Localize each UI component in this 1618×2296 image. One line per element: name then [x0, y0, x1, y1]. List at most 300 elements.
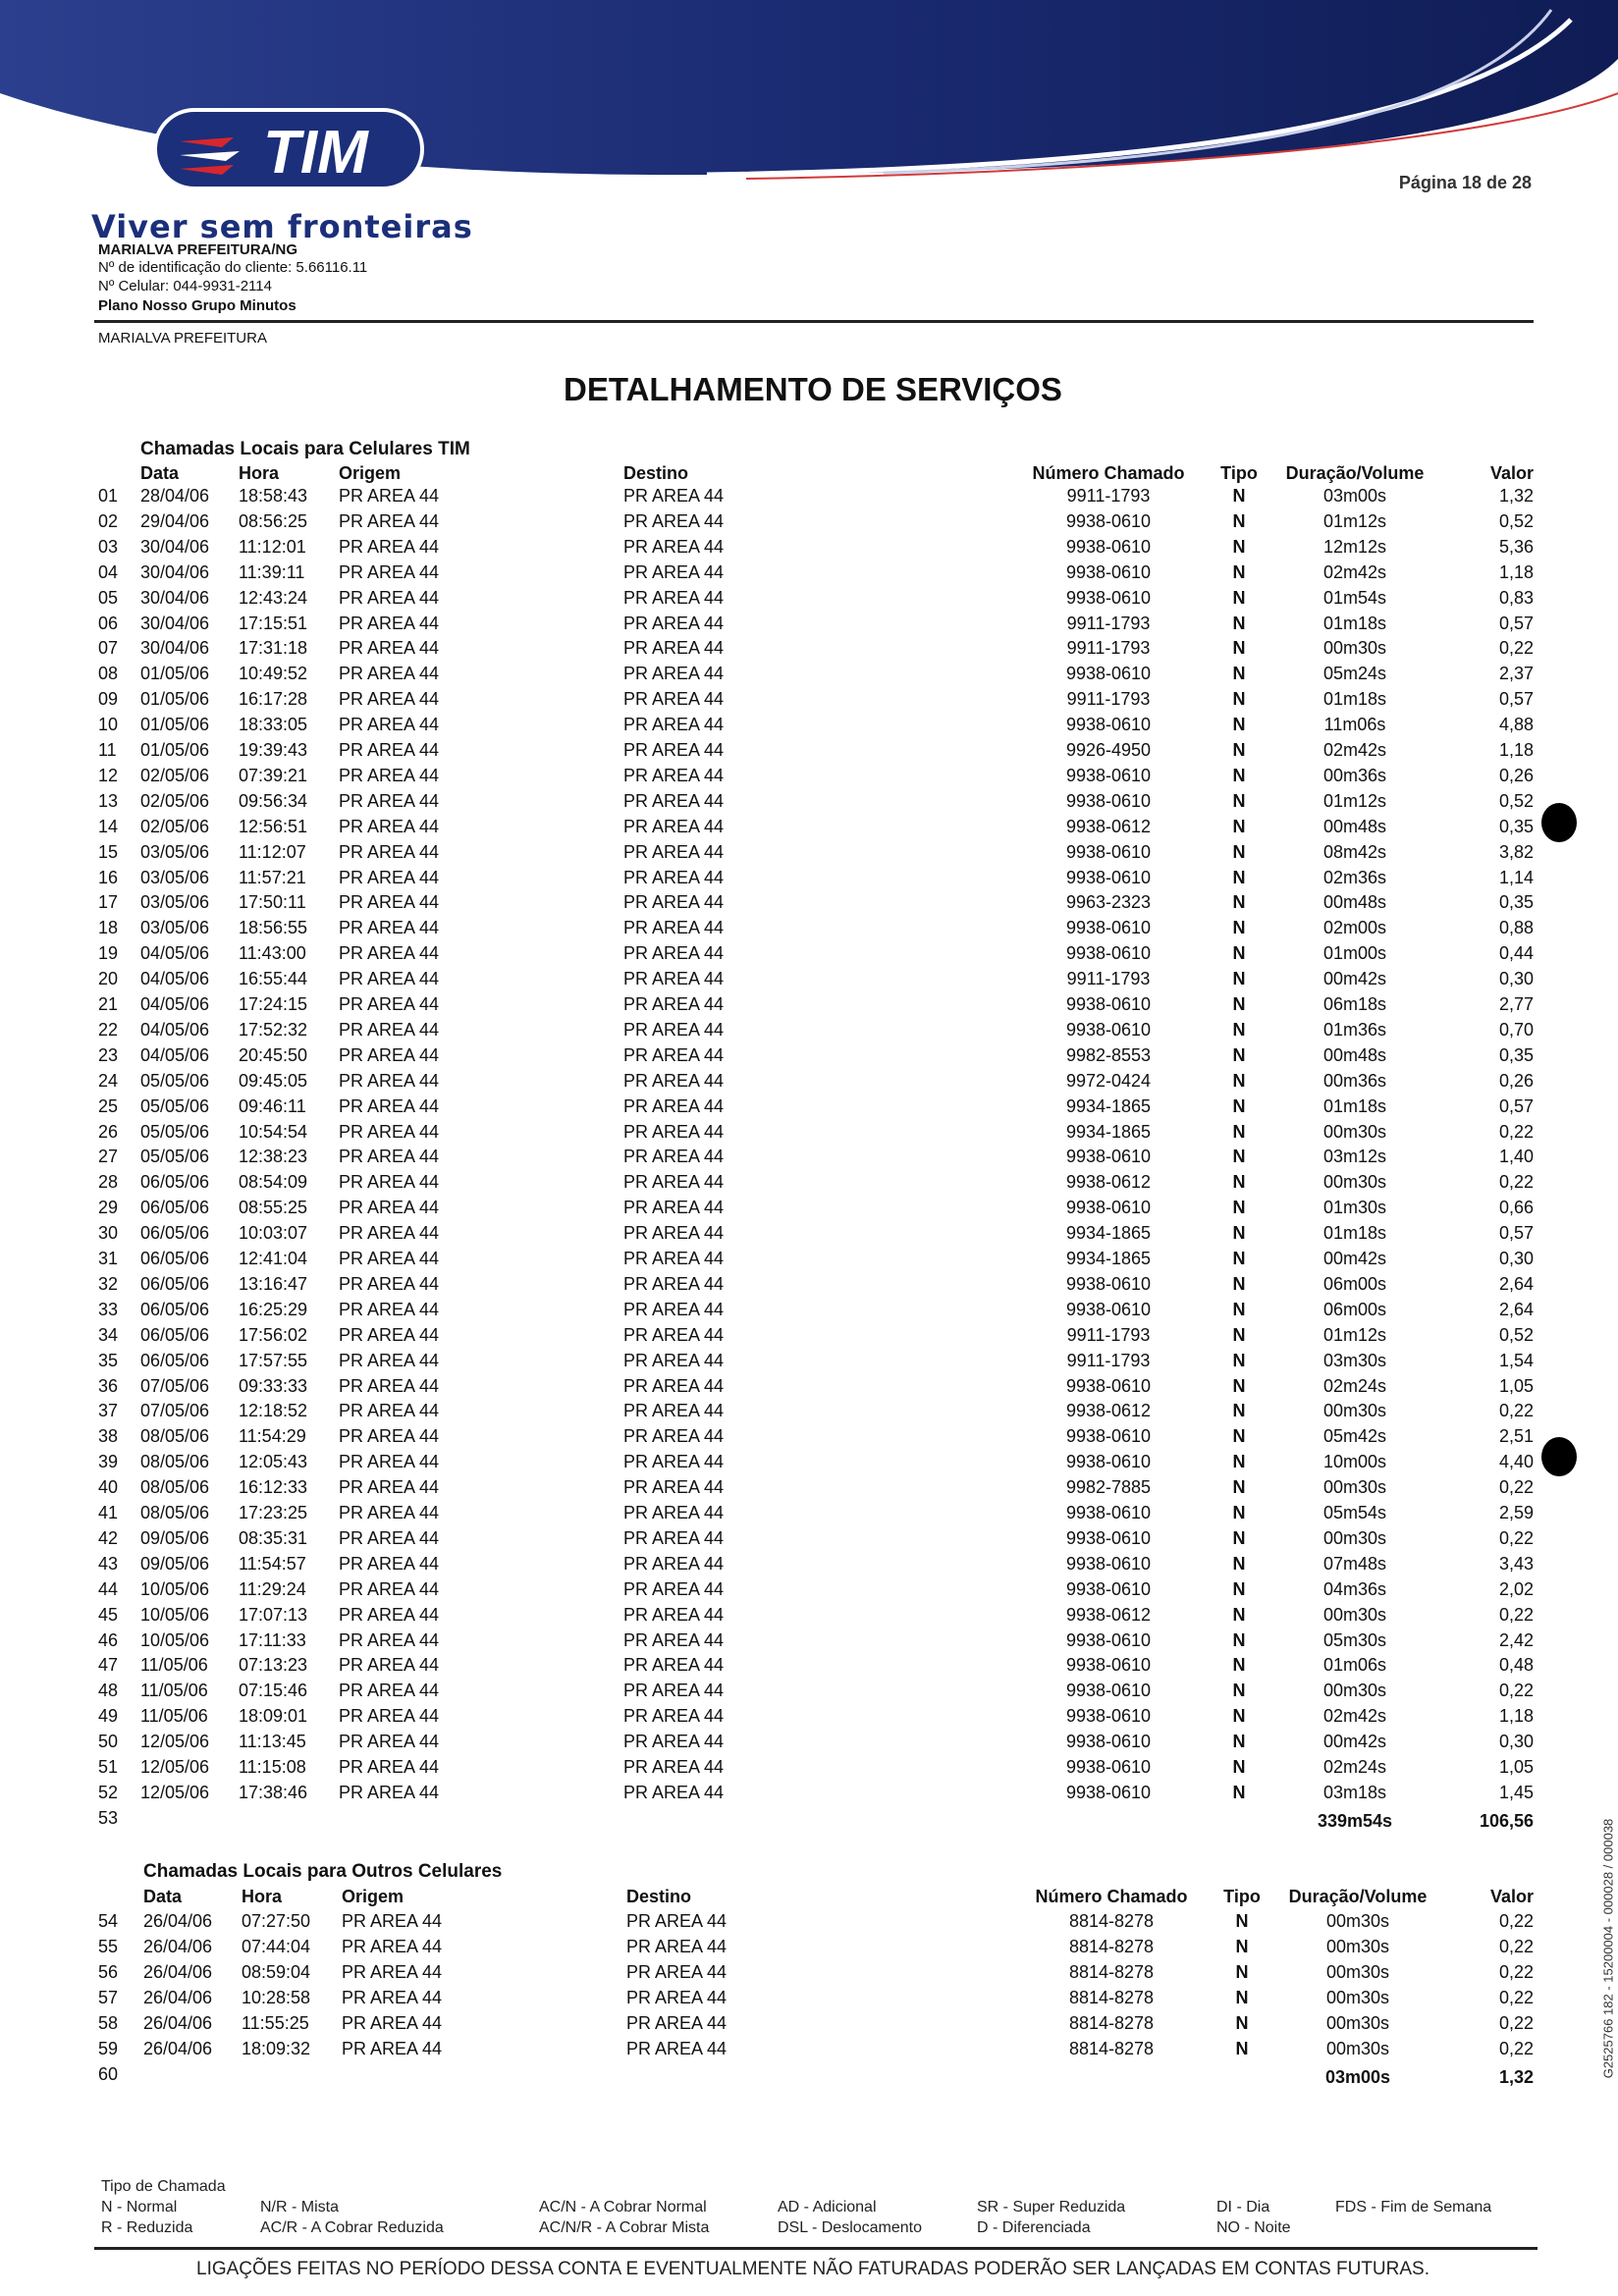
- column-header-duracao: Duração/Volume: [1288, 1887, 1428, 1906]
- row-num: 38: [98, 1426, 119, 1447]
- row-hora: 12:56:51: [239, 816, 308, 836]
- row-duracao: 01m18s: [1322, 1223, 1387, 1244]
- row-duracao: 07m48s: [1322, 1553, 1387, 1574]
- row-valor: 1,54: [1498, 1350, 1534, 1370]
- row-tipo: N: [1232, 790, 1246, 811]
- section-title: Chamadas Locais para Celulares TIM: [140, 439, 470, 459]
- page-title: DETALHAMENTO DE SERVIÇOS: [564, 371, 1062, 407]
- row-valor: 0,52: [1498, 1324, 1534, 1345]
- row-hora: 07:27:50: [242, 1911, 311, 1931]
- row-destino: PR AREA 44: [626, 1988, 728, 2007]
- row-data: 09/05/06: [140, 1527, 210, 1548]
- row-destino: PR AREA 44: [623, 1095, 725, 1116]
- row-hora: 12:38:23: [239, 1147, 308, 1167]
- row-num: 01: [98, 486, 119, 506]
- row-destino: PR AREA 44: [623, 1401, 725, 1421]
- row-valor: 0,57: [1498, 689, 1534, 710]
- row-tipo: N: [1232, 892, 1246, 913]
- column-header-data: Data: [140, 463, 180, 483]
- legend-item: DI - Dia: [1216, 2199, 1270, 2216]
- row-origem: PR AREA 44: [342, 1937, 443, 1956]
- column-header-destino: Destino: [623, 463, 689, 483]
- row-origem: PR AREA 44: [339, 1147, 440, 1167]
- row-data: 01/05/06: [140, 689, 210, 710]
- total-row-number: 60: [98, 2064, 119, 2084]
- row-hora: 17:11:33: [239, 1629, 306, 1650]
- row-duracao: 12m12s: [1322, 536, 1387, 557]
- column-header-hora: Hora: [239, 463, 280, 483]
- row-num: 09: [98, 689, 119, 710]
- row-valor: 0,52: [1498, 510, 1534, 531]
- row-origem: PR AREA 44: [339, 613, 440, 633]
- legend-item: N - Normal: [101, 2199, 178, 2216]
- row-origem: PR AREA 44: [342, 2013, 443, 2033]
- client-id: Nº de identificação do cliente: 5.66116.11: [98, 259, 368, 276]
- row-valor: 0,35: [1498, 1044, 1534, 1065]
- row-valor: 1,18: [1498, 561, 1534, 582]
- row-numero: 9938-0610: [1065, 510, 1152, 531]
- row-tipo: N: [1232, 867, 1246, 887]
- row-duracao: 00m30s: [1322, 1121, 1387, 1142]
- row-duracao: 01m36s: [1322, 1019, 1387, 1040]
- row-valor: 2,77: [1498, 994, 1534, 1014]
- row-tipo: N: [1235, 2013, 1249, 2033]
- row-numero: 9934-1865: [1065, 1121, 1152, 1142]
- row-duracao: 05m42s: [1322, 1426, 1387, 1447]
- side-code: G2525766 182 - 15200004 - 000028 / 000038: [1600, 1818, 1616, 2079]
- row-tipo: N: [1232, 1095, 1246, 1116]
- row-tipo: N: [1235, 1962, 1249, 1982]
- row-hora: 07:39:21: [239, 765, 308, 785]
- row-data: 26/04/06: [143, 2039, 213, 2058]
- row-duracao: 02m42s: [1322, 561, 1387, 582]
- row-hora: 18:58:43: [239, 486, 308, 506]
- row-origem: PR AREA 44: [339, 1732, 440, 1752]
- row-valor: 4,40: [1498, 1452, 1534, 1472]
- row-data: 04/05/06: [140, 1044, 210, 1065]
- row-destino: PR AREA 44: [626, 2013, 728, 2033]
- row-num: 59: [98, 2039, 119, 2058]
- total-duration: 03m00s: [1324, 2067, 1391, 2087]
- row-hora: 10:54:54: [239, 1121, 308, 1142]
- row-data: 08/05/06: [140, 1452, 210, 1472]
- row-duracao: 03m00s: [1322, 486, 1387, 506]
- row-hora: 09:46:11: [239, 1095, 306, 1116]
- row-duracao: 00m42s: [1322, 1732, 1387, 1752]
- column-header-duracao: Duração/Volume: [1285, 463, 1425, 483]
- row-data: 11/05/06: [140, 1655, 208, 1676]
- row-destino: PR AREA 44: [623, 1121, 725, 1142]
- legend-item: AC/R - A Cobrar Reduzida: [260, 2219, 444, 2236]
- row-num: 47: [98, 1655, 119, 1676]
- row-hora: 12:05:43: [239, 1452, 308, 1472]
- legend-item: FDS - Fim de Semana: [1335, 2199, 1492, 2216]
- row-hora: 11:39:11: [239, 561, 305, 582]
- row-data: 03/05/06: [140, 867, 210, 887]
- row-numero: 9938-0610: [1065, 1706, 1152, 1727]
- row-hora: 16:17:28: [239, 689, 308, 710]
- row-numero: 8814-8278: [1068, 1937, 1155, 1956]
- row-num: 18: [98, 918, 119, 938]
- row-numero: 9938-0612: [1065, 1401, 1152, 1421]
- row-num: 03: [98, 536, 119, 557]
- row-destino: PR AREA 44: [623, 816, 725, 836]
- row-origem: PR AREA 44: [339, 1350, 440, 1370]
- row-numero: 9938-0610: [1065, 536, 1152, 557]
- row-data: 04/05/06: [140, 994, 210, 1014]
- row-numero: 9938-0612: [1065, 816, 1152, 836]
- row-valor: 0,30: [1498, 969, 1534, 989]
- row-tipo: N: [1232, 1121, 1246, 1142]
- row-hora: 17:38:46: [239, 1782, 308, 1802]
- row-numero: 9911-1793: [1066, 638, 1151, 659]
- row-tipo: N: [1232, 1198, 1246, 1218]
- column-header-data: Data: [143, 1887, 183, 1906]
- row-destino: PR AREA 44: [623, 613, 725, 633]
- row-tipo: N: [1232, 1350, 1246, 1370]
- row-hora: 11:29:24: [239, 1578, 306, 1599]
- row-num: 10: [98, 715, 119, 735]
- row-tipo: N: [1232, 689, 1246, 710]
- row-numero: 8814-8278: [1068, 1962, 1155, 1982]
- row-duracao: 00m36s: [1322, 765, 1387, 785]
- row-num: 24: [98, 1070, 119, 1091]
- row-data: 08/05/06: [140, 1503, 210, 1522]
- header-divider: [94, 320, 1534, 323]
- row-destino: PR AREA 44: [623, 1477, 725, 1498]
- row-data: 30/04/06: [140, 587, 210, 608]
- row-hora: 18:09:01: [239, 1706, 308, 1727]
- row-numero: 9938-0610: [1065, 790, 1152, 811]
- column-header-origem: Origem: [339, 463, 402, 483]
- row-origem: PR AREA 44: [339, 1706, 440, 1727]
- row-duracao: 00m30s: [1322, 1681, 1387, 1701]
- row-data: 02/05/06: [140, 765, 210, 785]
- row-tipo: N: [1232, 1324, 1246, 1345]
- row-destino: PR AREA 44: [623, 892, 725, 913]
- row-numero: 9938-0610: [1065, 1503, 1152, 1522]
- row-origem: PR AREA 44: [339, 1757, 440, 1777]
- row-duracao: 01m18s: [1322, 613, 1387, 633]
- column-header-origem: Origem: [342, 1887, 404, 1906]
- row-num: 49: [98, 1706, 119, 1727]
- row-origem: PR AREA 44: [339, 1426, 440, 1447]
- row-data: 04/05/06: [140, 969, 210, 989]
- row-valor: 0,30: [1498, 1249, 1534, 1268]
- row-data: 30/04/06: [140, 536, 210, 557]
- row-hora: 11:12:07: [239, 841, 306, 862]
- row-hora: 16:55:44: [239, 969, 308, 989]
- row-destino: PR AREA 44: [623, 1019, 725, 1040]
- row-num: 15: [98, 841, 119, 862]
- row-origem: PR AREA 44: [339, 1655, 440, 1676]
- row-origem: PR AREA 44: [339, 1681, 440, 1701]
- row-hora: 09:56:34: [239, 790, 308, 811]
- row-duracao: 02m00s: [1322, 918, 1387, 938]
- row-duracao: 00m30s: [1325, 1911, 1390, 1931]
- row-destino: PR AREA 44: [626, 1962, 728, 1982]
- row-tipo: N: [1232, 1604, 1246, 1625]
- row-duracao: 02m24s: [1322, 1375, 1387, 1396]
- row-origem: PR AREA 44: [339, 1273, 440, 1294]
- row-tipo: N: [1232, 1019, 1246, 1040]
- row-num: 02: [98, 510, 119, 531]
- row-numero: 9938-0610: [1065, 867, 1152, 887]
- row-origem: PR AREA 44: [339, 1095, 440, 1116]
- row-num: 35: [98, 1350, 119, 1370]
- row-valor: 0,22: [1498, 1604, 1534, 1625]
- row-numero: 9938-0610: [1065, 1578, 1152, 1599]
- row-origem: PR AREA 44: [342, 1988, 443, 2007]
- row-num: 44: [98, 1578, 119, 1599]
- row-hora: 17:52:32: [239, 1019, 308, 1040]
- row-origem: PR AREA 44: [339, 1019, 440, 1040]
- row-hora: 16:12:33: [239, 1477, 308, 1498]
- row-hora: 08:55:25: [239, 1198, 308, 1218]
- row-hora: 17:57:55: [239, 1350, 308, 1370]
- row-destino: PR AREA 44: [623, 1655, 725, 1676]
- row-numero: 8814-8278: [1068, 2013, 1155, 2033]
- row-valor: 3,43: [1498, 1553, 1534, 1574]
- row-origem: PR AREA 44: [339, 765, 440, 785]
- row-numero: 9938-0610: [1065, 1273, 1152, 1294]
- row-valor: 2,02: [1498, 1578, 1534, 1599]
- row-valor: 1,05: [1498, 1375, 1534, 1396]
- column-header-tipo: Tipo: [1220, 463, 1258, 483]
- row-num: 05: [98, 587, 119, 608]
- row-destino: PR AREA 44: [623, 1732, 725, 1752]
- row-num: 57: [98, 1988, 119, 2007]
- legend-item: DSL - Deslocamento: [778, 2219, 923, 2236]
- row-destino: PR AREA 44: [623, 1426, 725, 1447]
- row-destino: PR AREA 44: [623, 561, 725, 582]
- row-num: 51: [98, 1757, 119, 1777]
- row-duracao: 06m00s: [1322, 1299, 1387, 1319]
- row-numero: 9911-1793: [1066, 1350, 1151, 1370]
- row-duracao: 01m12s: [1322, 790, 1387, 811]
- row-origem: PR AREA 44: [339, 1223, 440, 1244]
- customer-name: MARIALVA PREFEITURA/NG: [98, 241, 298, 258]
- tim-logo: [153, 108, 424, 190]
- row-duracao: 00m42s: [1322, 1249, 1387, 1268]
- row-num: 25: [98, 1095, 119, 1116]
- row-tipo: N: [1232, 816, 1246, 836]
- legend-item: AD - Adicional: [778, 2199, 877, 2216]
- slogan: Viver sem fronteiras: [91, 208, 473, 245]
- row-data: 12/05/06: [140, 1782, 210, 1802]
- row-duracao: 00m48s: [1322, 892, 1387, 913]
- row-duracao: 00m48s: [1322, 1044, 1387, 1065]
- row-valor: 2,64: [1498, 1299, 1534, 1319]
- row-duracao: 02m42s: [1322, 740, 1387, 760]
- row-hora: 18:09:32: [242, 2039, 311, 2058]
- row-origem: PR AREA 44: [339, 510, 440, 531]
- row-duracao: 00m30s: [1322, 638, 1387, 659]
- row-tipo: N: [1232, 1044, 1246, 1065]
- row-tipo: N: [1232, 841, 1246, 862]
- row-destino: PR AREA 44: [623, 1324, 725, 1345]
- row-tipo: N: [1232, 664, 1246, 684]
- row-origem: PR AREA 44: [339, 664, 440, 684]
- legend-item: R - Reduzida: [101, 2219, 193, 2236]
- row-num: 58: [98, 2013, 119, 2033]
- row-data: 26/04/06: [143, 1937, 213, 1956]
- row-duracao: 10m00s: [1322, 1452, 1387, 1472]
- row-origem: PR AREA 44: [339, 1172, 440, 1193]
- row-tipo: N: [1232, 1655, 1246, 1676]
- row-origem: PR AREA 44: [339, 1121, 440, 1142]
- row-data: 12/05/06: [140, 1732, 210, 1752]
- row-destino: PR AREA 44: [623, 841, 725, 862]
- row-numero: 9938-0610: [1065, 1655, 1152, 1676]
- row-origem: PR AREA 44: [339, 969, 440, 989]
- row-destino: PR AREA 44: [623, 1249, 725, 1268]
- row-num: 45: [98, 1604, 119, 1625]
- row-destino: PR AREA 44: [623, 1757, 725, 1777]
- row-data: 06/05/06: [140, 1223, 210, 1244]
- row-valor: 1,32: [1498, 486, 1534, 506]
- row-num: 43: [98, 1553, 119, 1574]
- row-valor: 2,64: [1498, 1273, 1534, 1294]
- row-hora: 09:45:05: [239, 1070, 308, 1091]
- row-num: 16: [98, 867, 119, 887]
- row-tipo: N: [1232, 1375, 1246, 1396]
- row-valor: 0,22: [1498, 1988, 1534, 2007]
- row-destino: PR AREA 44: [623, 1350, 725, 1370]
- row-tipo: N: [1235, 1937, 1249, 1956]
- row-hora: 08:56:25: [239, 510, 308, 531]
- row-hora: 11:54:57: [239, 1553, 306, 1574]
- row-hora: 17:15:51: [239, 613, 308, 633]
- row-destino: PR AREA 44: [623, 715, 725, 735]
- row-valor: 0,30: [1498, 1732, 1534, 1752]
- row-tipo: N: [1235, 1988, 1249, 2007]
- row-tipo: N: [1232, 1299, 1246, 1319]
- row-tipo: N: [1232, 918, 1246, 938]
- row-destino: PR AREA 44: [623, 587, 725, 608]
- row-tipo: N: [1232, 1629, 1246, 1650]
- row-num: 19: [98, 943, 119, 964]
- row-data: 02/05/06: [140, 816, 210, 836]
- row-duracao: 01m12s: [1322, 1324, 1387, 1345]
- row-data: 06/05/06: [140, 1249, 210, 1268]
- row-data: 10/05/06: [140, 1604, 210, 1625]
- row-duracao: 06m00s: [1322, 1273, 1387, 1294]
- row-origem: PR AREA 44: [339, 587, 440, 608]
- legend-item: SR - Super Reduzida: [977, 2199, 1126, 2216]
- row-num: 33: [98, 1299, 119, 1319]
- row-origem: PR AREA 44: [339, 689, 440, 710]
- row-tipo: N: [1232, 1223, 1246, 1244]
- row-numero: 9938-0610: [1065, 1732, 1152, 1752]
- row-duracao: 00m30s: [1322, 1477, 1387, 1498]
- row-hora: 10:03:07: [239, 1223, 308, 1244]
- row-numero: 9938-0610: [1065, 1375, 1152, 1396]
- row-num: 17: [98, 892, 119, 913]
- row-tipo: N: [1232, 1401, 1246, 1421]
- row-destino: PR AREA 44: [623, 536, 725, 557]
- row-data: 06/05/06: [140, 1172, 210, 1193]
- row-valor: 0,22: [1498, 1937, 1534, 1956]
- row-data: 12/05/06: [140, 1757, 210, 1777]
- row-valor: 0,22: [1498, 1962, 1534, 1982]
- row-valor: 0,35: [1498, 892, 1534, 913]
- row-origem: PR AREA 44: [339, 1249, 440, 1268]
- row-hora: 12:18:52: [239, 1401, 308, 1421]
- row-data: 01/05/06: [140, 715, 210, 735]
- row-tipo: N: [1232, 1147, 1246, 1167]
- row-numero: 9982-8553: [1065, 1044, 1152, 1065]
- row-data: 08/05/06: [140, 1477, 210, 1498]
- row-hora: 20:45:50: [239, 1044, 308, 1065]
- row-destino: PR AREA 44: [623, 486, 725, 506]
- row-destino: PR AREA 44: [623, 1527, 725, 1548]
- row-hora: 17:24:15: [239, 994, 308, 1014]
- row-data: 26/04/06: [143, 1988, 213, 2007]
- row-hora: 11:13:45: [239, 1732, 306, 1752]
- row-destino: PR AREA 44: [626, 2039, 728, 2058]
- row-num: 37: [98, 1401, 119, 1421]
- ink-blot: [1541, 1437, 1577, 1476]
- row-valor: 3,82: [1498, 841, 1534, 862]
- row-num: 14: [98, 816, 119, 836]
- row-hora: 10:49:52: [239, 664, 308, 684]
- row-hora: 07:44:04: [242, 1937, 311, 1956]
- row-hora: 13:16:47: [239, 1273, 308, 1294]
- row-valor: 0,22: [1498, 1681, 1534, 1701]
- row-num: 06: [98, 613, 119, 633]
- row-destino: PR AREA 44: [623, 1375, 725, 1396]
- row-data: 10/05/06: [140, 1629, 210, 1650]
- row-duracao: 01m30s: [1322, 1198, 1387, 1218]
- row-num: 13: [98, 790, 119, 811]
- legend-item: NO - Noite: [1216, 2219, 1291, 2236]
- row-destino: PR AREA 44: [623, 664, 725, 684]
- row-destino: PR AREA 44: [623, 1198, 725, 1218]
- row-hora: 11:55:25: [242, 2013, 309, 2033]
- row-origem: PR AREA 44: [339, 1299, 440, 1319]
- row-duracao: 05m24s: [1322, 664, 1387, 684]
- row-destino: PR AREA 44: [626, 1937, 728, 1956]
- row-origem: PR AREA 44: [339, 715, 440, 735]
- row-tipo: N: [1232, 1527, 1246, 1548]
- row-hora: 12:41:04: [239, 1249, 308, 1268]
- total-row-number: 53: [98, 1807, 119, 1828]
- row-numero: 9938-0610: [1065, 561, 1152, 582]
- row-num: 50: [98, 1732, 119, 1752]
- row-num: 39: [98, 1452, 119, 1472]
- account-name: MARIALVA PREFEITURA: [98, 330, 267, 347]
- row-duracao: 00m30s: [1322, 1604, 1387, 1625]
- row-numero: 9938-0610: [1065, 715, 1152, 735]
- row-valor: 2,37: [1498, 664, 1534, 684]
- row-hora: 11:57:21: [239, 867, 306, 887]
- row-data: 06/05/06: [140, 1299, 210, 1319]
- row-destino: PR AREA 44: [623, 1503, 725, 1522]
- legend-title: Tipo de Chamada: [101, 2178, 226, 2195]
- row-data: 26/04/06: [143, 1911, 213, 1931]
- row-valor: 0,22: [1498, 1172, 1534, 1193]
- row-numero: 9982-7885: [1065, 1477, 1152, 1498]
- row-valor: 0,22: [1498, 2013, 1534, 2033]
- row-numero: 9911-1793: [1066, 613, 1151, 633]
- row-valor: 2,59: [1498, 1503, 1534, 1522]
- row-valor: 0,22: [1498, 1121, 1534, 1142]
- row-valor: 0,57: [1498, 1095, 1534, 1116]
- row-numero: 9938-0612: [1065, 1604, 1152, 1625]
- row-num: 32: [98, 1273, 119, 1294]
- row-tipo: N: [1232, 510, 1246, 531]
